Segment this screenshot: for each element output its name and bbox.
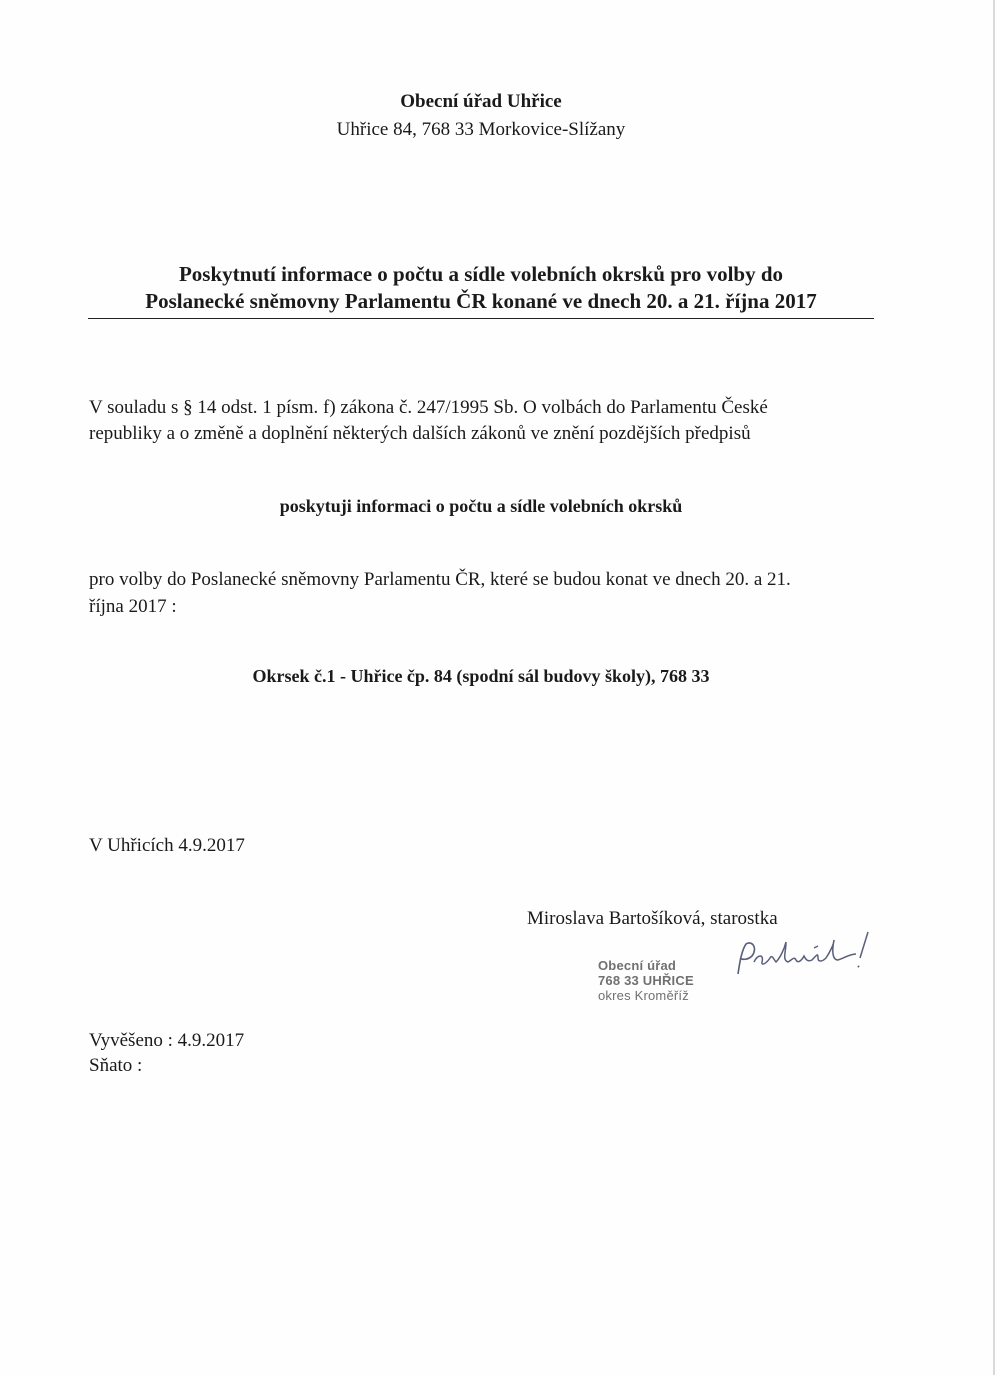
statement: poskytuji informaci o počtu a sídle volebních okrsků — [279, 496, 683, 516]
handwritten-signature — [732, 930, 877, 990]
office-address: Uhřice 84, 768 33 Morkovice-Slížany — [336, 119, 626, 140]
elections-line-2: října 2017 : — [89, 596, 177, 617]
posted-date: Vyvěšeno : 4.9.2017 — [89, 1030, 245, 1051]
title-line-2: Poslanecké sněmovny Parlamentu ČR konané ve dnech 20. a 21. října 2017 — [145, 289, 817, 313]
title-line-1: Poskytnutí informace o počtu a sídle volebních okrsků pro volby do — [178, 262, 784, 286]
district: Okrsek č.1 - Uhřice čp. 84 (spodní sál budovy školy), 768 33 — [252, 666, 710, 686]
elections-line-1: pro volby do Poslanecké sněmovny Parlamentu ČR, které se budou konat ve dnech 20. a 21. — [89, 569, 791, 590]
stamp-line-2: 768 33 UHŘICE — [598, 973, 694, 988]
stamp-line-1: Obecní úřad — [598, 958, 677, 973]
signatory: Miroslava Bartošíková, starostka — [527, 908, 778, 929]
removed-date: Sňato : — [89, 1055, 143, 1076]
office-name: Obecní úřad Uhřice — [400, 91, 562, 112]
intro-line-2: republiky a o změně a doplnění některých dalších zákonů ve znění pozdějších předpisů — [89, 423, 751, 444]
stamp-line-3: okres Kroměříž — [598, 988, 689, 1003]
scan-edge — [993, 0, 995, 1375]
office-stamp — [598, 958, 728, 1003]
intro-line-1: V souladu s § 14 odst. 1 písm. f) zákona č. 247/1995 Sb. O volbách do Parlamentu České — [89, 397, 768, 418]
title-underline — [88, 318, 874, 319]
place-date: V Uhřicích 4.9.2017 — [89, 835, 245, 856]
